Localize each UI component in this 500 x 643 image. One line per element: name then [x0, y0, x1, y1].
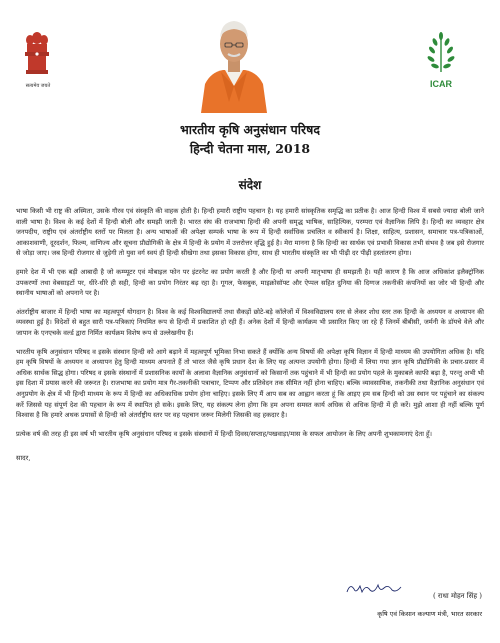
signatory-designation: कृषि एवं किसान कल्याण मंत्री, भारत सरकार: [377, 610, 482, 618]
paragraph: अंतर्राष्ट्रीय बाजार में हिन्दी भाषा का महत्वपूर्ण योगदान है। विश्व के कई विश्वविद्यालयों तथा सैकड़ों छोटे-बड़े कॉलेजों में विश्वविद्यालय स्तर से लेकर शोध स्तर तक हिन्दी के अध्ययन व अध्यापन की व्यवस्था हुई है। विदेशों से बहुत सारी पत्र-पत्रिकाएं नियमित रूप से हिन्दी में प्रकाशित हो रही हैं। अनेक देशों में हिन्दी कार्यक्रम भी प्रसारित किए जा रहे हैं जिनमें बीबीसी, जर्मनी के डॉयचे वेले और जापान के एनएचके वर्ल्ड द्वारा निर्मित कार्यक्रम विशेष रूप से उल्लेखनीय हैं।: [16, 307, 484, 337]
message-heading: संदेश: [238, 178, 262, 192]
icar-logo-text: ICAR: [430, 79, 452, 89]
emblem-caption: सत्यमेव जयते: [25, 83, 51, 89]
minister-portrait: [199, 6, 269, 113]
event-title: हिन्दी चेतना मास, 2018: [189, 141, 311, 156]
greeting: सादर,: [16, 454, 31, 463]
national-emblem-icon: [22, 28, 52, 78]
signatory-name: ( राधा मोहन सिंह ): [432, 592, 482, 600]
organization-title: भारतीय कृषि अनुसंधान परिषद: [180, 122, 320, 137]
icar-logo-icon: [423, 28, 459, 90]
paragraph: प्रत्येक वर्ष की तरह ही इस वर्ष भी भारतीय कृषि अनुसंधान परिषद व इसके संस्थानों में हिन्दी दिवस/सप्ताह/पखवाड़ा/मास के सफल आयोजन के लिए अपनी शुभकामनाएं देता हूँ।: [16, 429, 432, 438]
header: [0, 0, 500, 118]
signature-block: [302, 580, 482, 618]
message-body: [16, 206, 484, 472]
paragraph: भारतीय कृषि अनुसंधान परिषद व इसके संस्थान हिन्दी को आगे बढ़ाने में महत्वपूर्ण भूमिका निभा सकते हैं क्योंकि अन्य विषयों की अपेक्षा कृषि विज्ञान में हिन्दी माध्यम की उपयोगिता अधिक है। यदि हम कृषि विषयों के अध्ययन व अध्यापन हेतु हिन्दी माध्यम अपनाते हैं तो भारत जैसे कृषि प्रधान देश के लिए यह अत्यन्त उपयोगी होगा। हिन्दी में लिया गया ज्ञान कृषि प्रौद्योगिकी के प्रचार-प्रसार में अधिक सार्थक सिद्ध होगा। परिषद व इसके संस्थानों में प्रशासनिक कार्यों के अलावा वैज्ञानिक अनुसंधानों को किसानों तक पहुंचाने में भी हिन्दी का प्रयोग पहले के मुकाबले काफी बढ़ा है, परन्तु अभी भी इस दिशा में प्रयास करने की जरूरत है। राजभाषा का प्रयोग मात्र गैर-तकनीकी पत्राचार, टिप्पण और प्रतिवेदन तक सीमित नहीं होना चाहिए। बल्कि व्यावसायिक, तकनीकी तथा वैज्ञानिक अनुसंधान एवं अनुप्रयोग के क्षेत्र में भी हिन्दी माध्यम के रूप में हिन्दी का अधिकाधिक प्रयोग होना चाहिए। इसके लिए मैं आप सब का आह्वान करता हूं कि आइए हम सब हिन्दी को उस स्थान पर पहुंचाने का संकल्प करें जिससे यह संपूर्ण देश की पहचान के रूप में स्थापित हो सके। इसके लिए, यह संकल्प लेना होगा कि हम अपना समस्त कार्य अधिक से अधिक हिन्दी में ही करें। मुझे आशा ही नहीं बल्कि पूर्ण विश्वास है कि हमारे अथक प्रयासों से हिन्दी को अंतर्राष्ट्रीय स्तर पर वह पहचान जरूर मिलेगी जिसकी वह हकदार है।: [16, 347, 484, 420]
paragraph: हमारे देश में भी एक बड़ी आबादी है जो कम्प्यूटर एवं मोबाइल फोन पर इंटरनेट का प्रयोग करती है और हिन्दी या अपनी मातृभाषा ही समझती है। यही कारण है कि आज अधिकांश इलैक्ट्रॉनिक उपकरणों तथा वेबसाइटों पर, धीरे-धीरे ही सही, हिन्दी का प्रयोग निरंतर बढ़ रहा है। गूगल, फेसबुक, माइक्रोसॉफ्ट और ऐप्पल सहित दुनिया की दिग्गज तकनीकी कंपनियों का जोर भी हिन्दी और स्थानीय भाषाओं को अपनाने पर है।: [16, 267, 484, 298]
paragraph: भाषा किसी भी राष्ट्र की अस्मिता, उसके गौरव एवं संस्कृति की वाहक होती है। हिन्दी हमारी राष्ट्रीय पहचान है। यह हमारी सांस्कृतिक समृद्धि का प्रतीक है। आज हिन्दी विश्व में सबसे ज्यादा बोली जाने वाली भाषा है। विश्व के कई देशों में हिन्दी बोली और समझी जाती है। भारत संघ की राजभाषा हिन्दी की अपनी समृद्ध भाषिक, साहित्यिक, परम्परा एवं वैज्ञानिक लिपि है। हिन्दी का व्यवहार क्षेत्र जनपदीय, राष्ट्रीय एवं अंतर्राष्ट्रीय स्तरों पर मिलता है। अन्य भाषाओं की अपेक्षा सम्पर्क भाषा के रूप में हिन्दी सर्वाधिक प्रचलित व स्वीकार्य है। शिक्षा, साहित्य, प्रशासन, समाचार पत्र-पत्रिकाओं, आकाशवाणी, दूरदर्शन, फिल्म, वाणिज्य और सूचना प्रौद्योगिकी के क्षेत्र में हिन्दी के प्रयोग में उत्तरोत्तर वृद्धि हुई है। मेरा मानना है कि हिन्दी का सार्थक एवं प्रभावी विकास तभी संभव है जब इसे रोजगार से जोड़ा जाए। जब हिन्दी रोजगार से जुड़ेगी तो युवा वर्ग स्वयं ही हिन्दी सीखेगा तथा इसका विकास होगा, साथ ही भारतीय संस्कृति का भी पीढ़ी दर पीढ़ी हस्तांतरण होगा।: [16, 207, 484, 258]
